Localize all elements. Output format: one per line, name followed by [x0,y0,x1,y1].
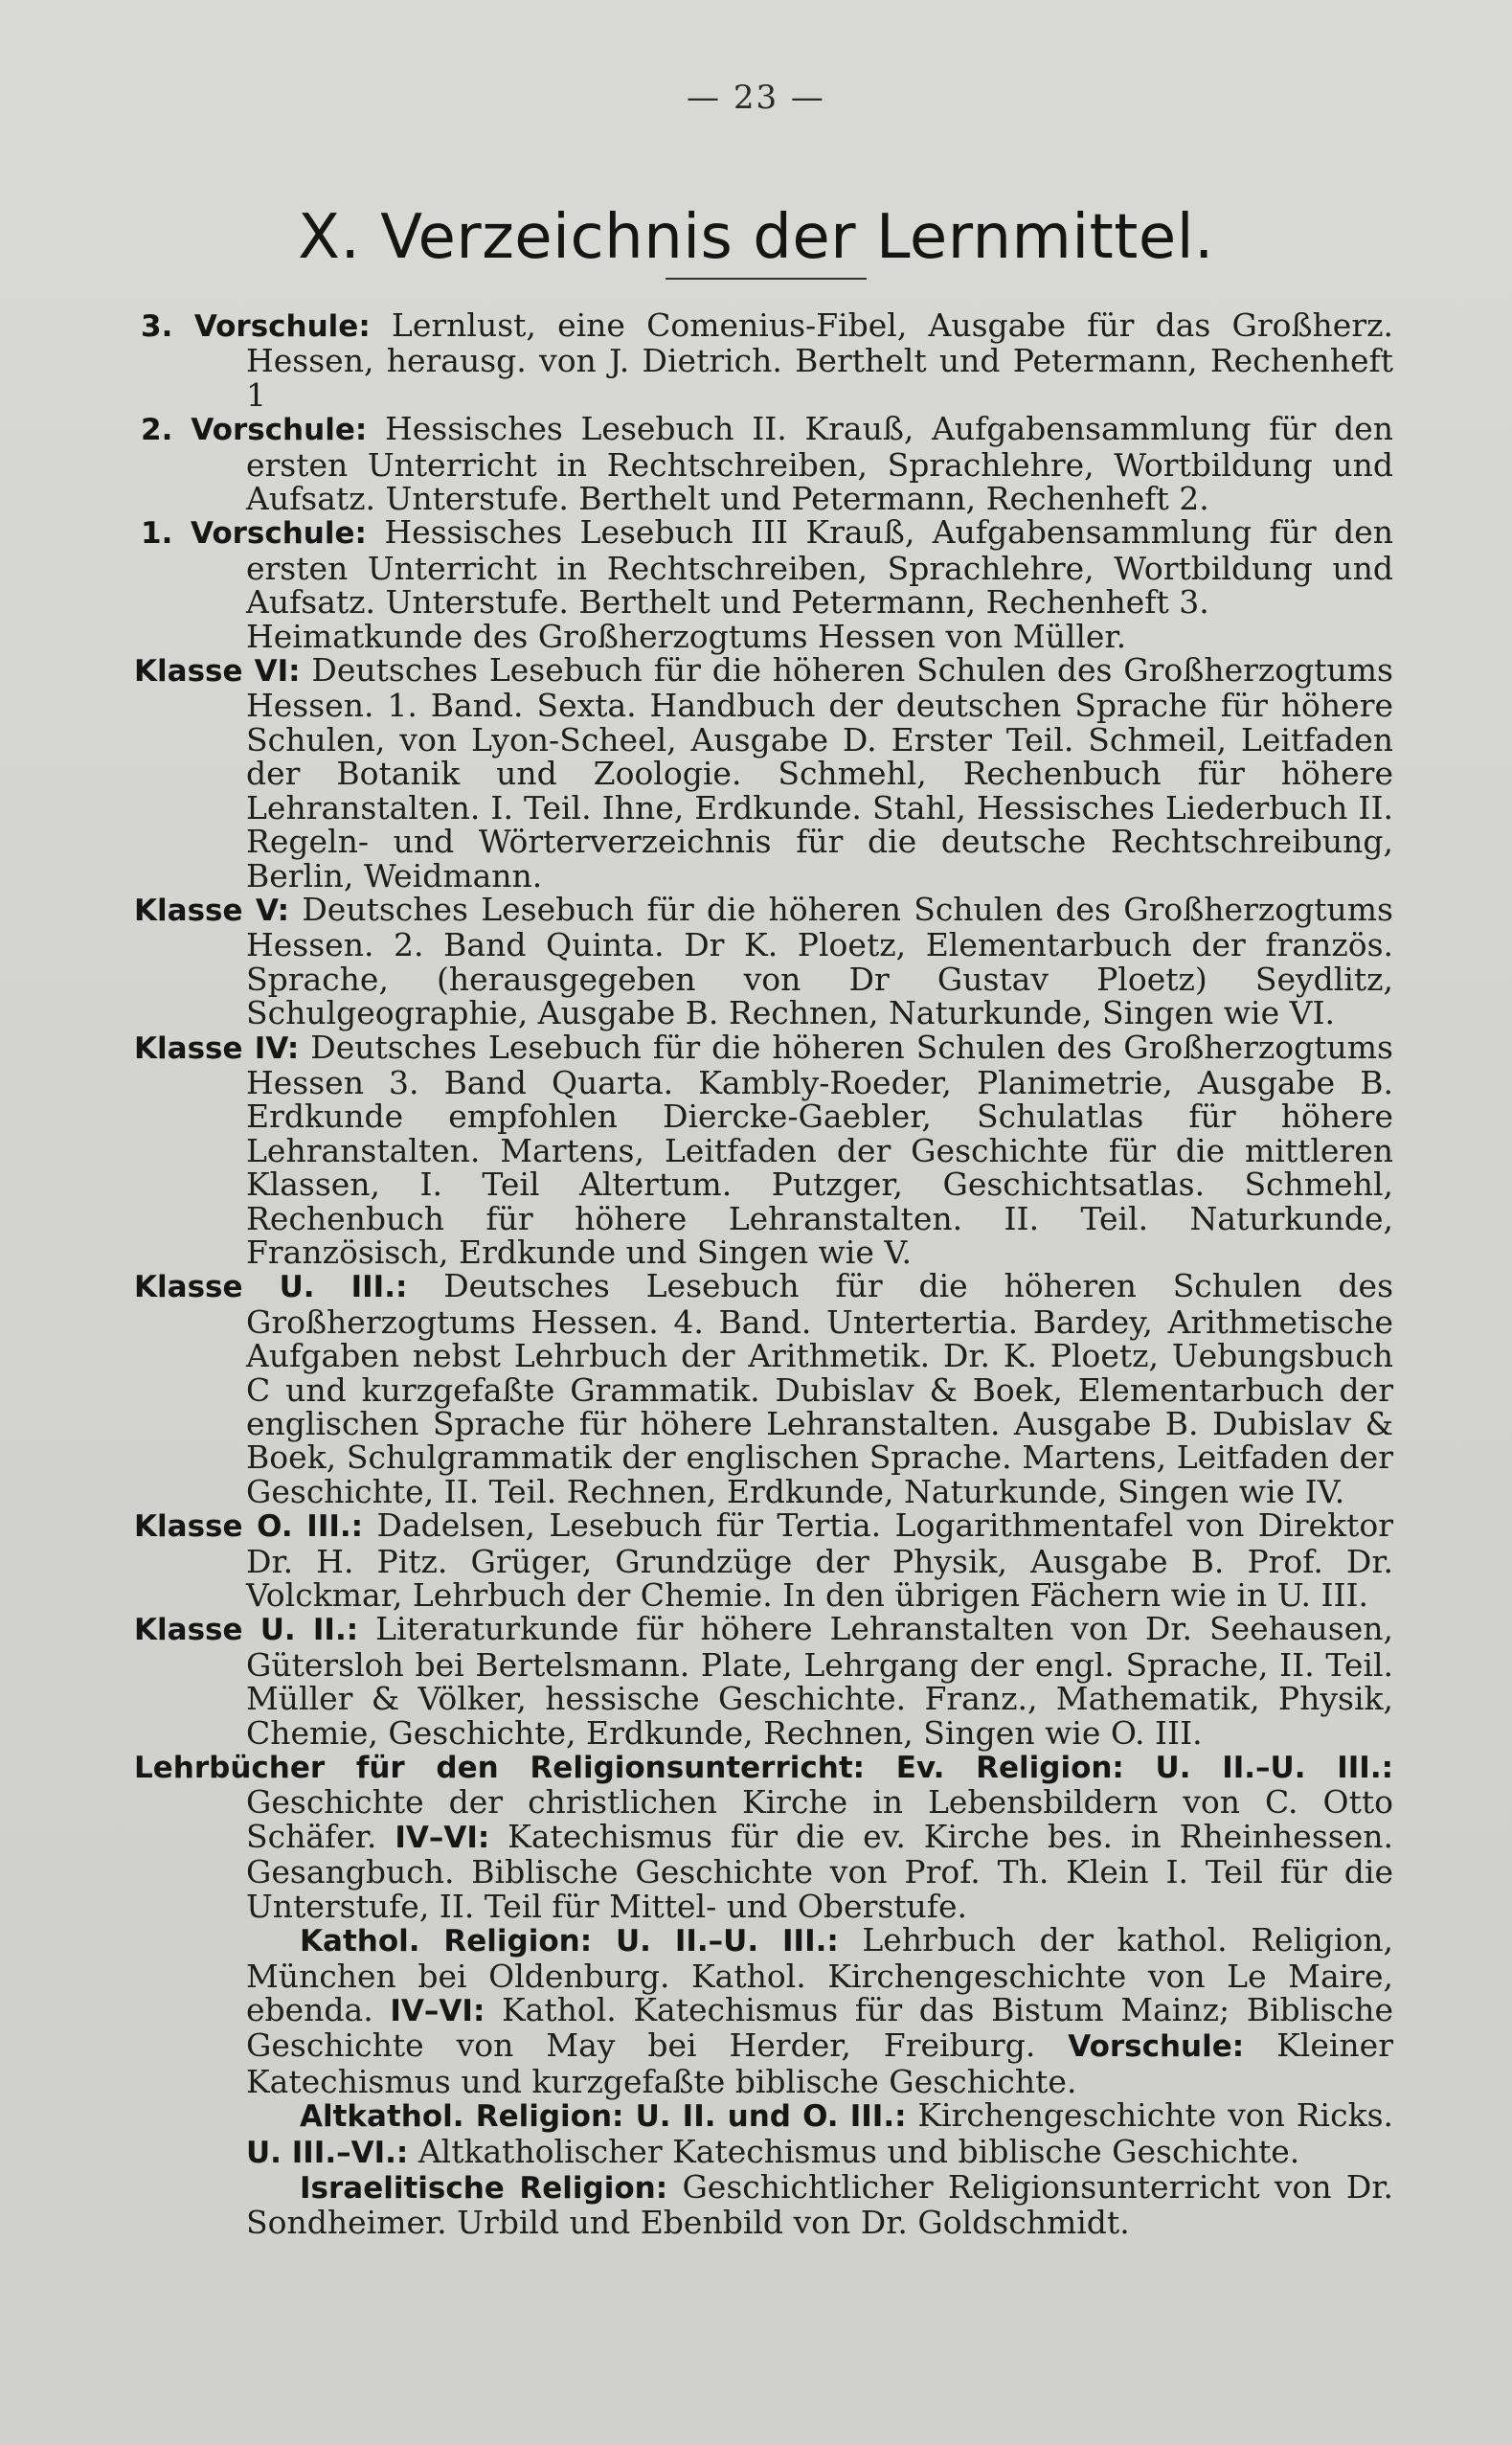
entry-text: Lernlust, eine Comenius-Fibel, Ausgabe für das Großherz. Hessen, herausg. von J. Dietrich. Berthelt und Petermann, Rechenheft 1 [246,306,1393,414]
entry-label: Klasse VI: [134,654,301,690]
entry-label: IV–VI: [390,1993,485,2028]
page-title: X. Verzeichnis der Lernmittel. [298,201,1214,273]
entry-label: Klasse U. III.: [134,1270,408,1305]
list-item [134,410,1393,518]
entry-label: Israelitische Religion: [300,2170,668,2206]
religion-ev-entry [134,1750,1393,1923]
list-item [134,1030,1393,1270]
list-item [134,1269,1393,1508]
list-item [134,515,1393,653]
entry-label: Klasse IV: [134,1030,300,1066]
entry-label: Klasse V: [134,893,290,928]
entry-label: 2. Vorschule: [141,413,368,448]
list-item [134,653,1393,893]
entry-text: Hessisches Lesebuch II. Krauß, Aufgabensammlung für den ersten Unterricht in Rechtschreiben, Sprachlehre, Wortbildung und Aufsatz. Unterstufe. Berthelt und Petermann, Rechenheft 2. [246,410,1393,518]
page-number: — 23 — [687,79,825,117]
entry-text: Deutsches Lesebuch für die höheren Schulen des Großherzogtums Hessen. 1. Band. Sexta. Handbuch der deutschen Sprache für höhere Schulen, von Lyon-Scheel, Ausgabe D. Erster Teil. Schmeil, Leitfaden der Botanik und Zoologie. Schmehl, Rechenbuch für höhere Lehranstalten. I. Teil. Ihne, Erdkunde. Stahl, Hessisches Liederbuch II. Regeln- und Wörterverzeichnis für die deutsche Rechtschreibung, Berlin, Weidmann. [246,651,1393,894]
list-item [134,1506,1394,1615]
religion-heading: Lehrbücher für den Religionsunterricht: Ev. Religion: U. II.–U. III.: [134,1751,1393,1786]
list-item [134,890,1393,1032]
lernmittel-list [134,308,1393,2240]
entry-text: Deutsches Lesebuch für die höheren Schulen des Großherzogtums Hessen. 2. Band Quinta. Dr K. Ploetz, Elementarbuch der französ. Sprache, (herausgegeben von Dr Gustav Ploetz) Seydlitz, Schulgeographie, Ausgabe B. Rechnen, Naturkunde, Singen wie VI. [246,890,1393,1032]
entry-label: 1. Vorschule: [141,516,367,552]
entry-text: Geschichtlicher Religionsunterricht von Dr. Sondheimer. Urbild und Ebenbild von Dr. Goldschmidt. [246,2167,1393,2242]
entry-label: Altkathol. Religion: U. II. und O. III.: [300,2099,907,2135]
entry-text: Kleiner Katechismus und kurzgefaßte biblische Geschichte. [246,2026,1393,2100]
title-divider [666,278,867,280]
list-item [134,1612,1393,1750]
entry-text: Deutsches Lesebuch für die höheren Schulen des Großherzogtums Hessen 3. Band Quarta. Kambly-Roeder, Planimetrie, Ausgabe B. Erdkunde empfohlen Diercke-Gaebler, Schulatlas für höhere Lehranstalten. Martens, Leitfaden der Geschichte für die mittleren Klassen, I. Teil Altertum. Putzger, Geschichtsatlas. Schmehl, Rechenbuch für höhere Lehranstalten. II. Teil. Naturkunde, Französisch, Erdkunde und Singen wie V. [246,1028,1393,1271]
entry-label: Klasse U. II.: [134,1613,359,1648]
entry-text: Katechismus für die ev. Kirche bes. in Rheinhessen. Gesangbuch. Biblische Geschichte von Prof. Th. Klein I. Teil für die Unterstufe, II. Teil für Mittel- und Oberstufe. [246,1817,1393,1925]
entry-label: U. III.–VI.: [246,2135,409,2170]
entry-text: Altkatholischer Katechismus und biblische Geschichte. [417,2132,1300,2170]
entry-text: Lehrbuch der kathol. Religion, München bei Oldenburg. Kathol. Kirchengeschichte von Le Maire, ebenda. [246,1921,1393,2028]
entry-text: Deutsches Lesebuch für die höheren Schulen des Großherzogtums Hessen. 4. Band. Untertertia. Bardey, Arithmetische Aufgaben nebst Lehrbuch der Arithmetik. Dr. K. Ploetz, Uebungsbuch C und kurzgefaßte Grammatik. Dubislav & Boek, Elementarbuch der englischen Sprache für höhere Lehranstalten. Ausgabe B. Dubislav & Boek, Schulgrammatik der englischen Sprache. Martens, Leitfaden der Geschichte, II. Teil. Rechnen, Erdkunde, Naturkunde, Singen wie IV. [246,1267,1394,1510]
entry-label: Vorschule: [1068,2029,1245,2065]
entry-label: 3. Vorschule: [141,309,371,344]
list-item [134,308,1393,412]
entry-text: Literaturkunde für höhere Lehranstalten von Dr. Seehausen, Gütersloh bei Bertelsmann. Plate, Lehrgang der engl. Sprache, II. Teil. Müller & Völker, hessische Geschichte. Franz., Mathematik, Physik, Chemie, Geschichte, Erdkunde, Rechnen, Singen wie O. III. [246,1610,1393,1752]
religion-kath-entry [134,1923,1393,2098]
entry-text: Kathol. Katechismus für das Bistum Mainz; Biblische Geschichte von May bei Herder, Freiburg. [246,1990,1393,2065]
entry-label: Kathol. Religion: U. II.–U. III.: [300,1924,839,1959]
entry-label: IV–VI: [395,1820,490,1855]
religion-isr-entry [134,2167,1393,2242]
religion-altkath-entry [134,2098,1393,2170]
entry-text: Dadelsen, Lesebuch für Tertia. Logarithmentafel von Direktor Dr. H. Pitz. Grüger, Grundzüge der Physik, Ausgabe B. Prof. Dr. Volckmar, Lehrbuch der Chemie. In den übrigen Fächern wie in U. III. [246,1506,1394,1615]
entry-text: Hessisches Lesebuch III Krauß, Aufgabensammlung für den ersten Unterricht in Rechtschreiben, Sprachlehre, Wortbildung und Aufsatz. Unterstufe. Berthelt und Petermann, Rechenheft 3. [246,513,1393,622]
entry-text: Geschichte der christlichen Kirche in Lebensbildern von C. Otto Schäfer. [246,1783,1393,1855]
entry-label: Klasse O. III.: [134,1509,364,1545]
entry-text-continued: Heimatkunde des Großherzogtums Hessen von Müller. [246,617,1127,655]
entry-text: Kirchengeschichte von Ricks. [917,2096,1393,2135]
